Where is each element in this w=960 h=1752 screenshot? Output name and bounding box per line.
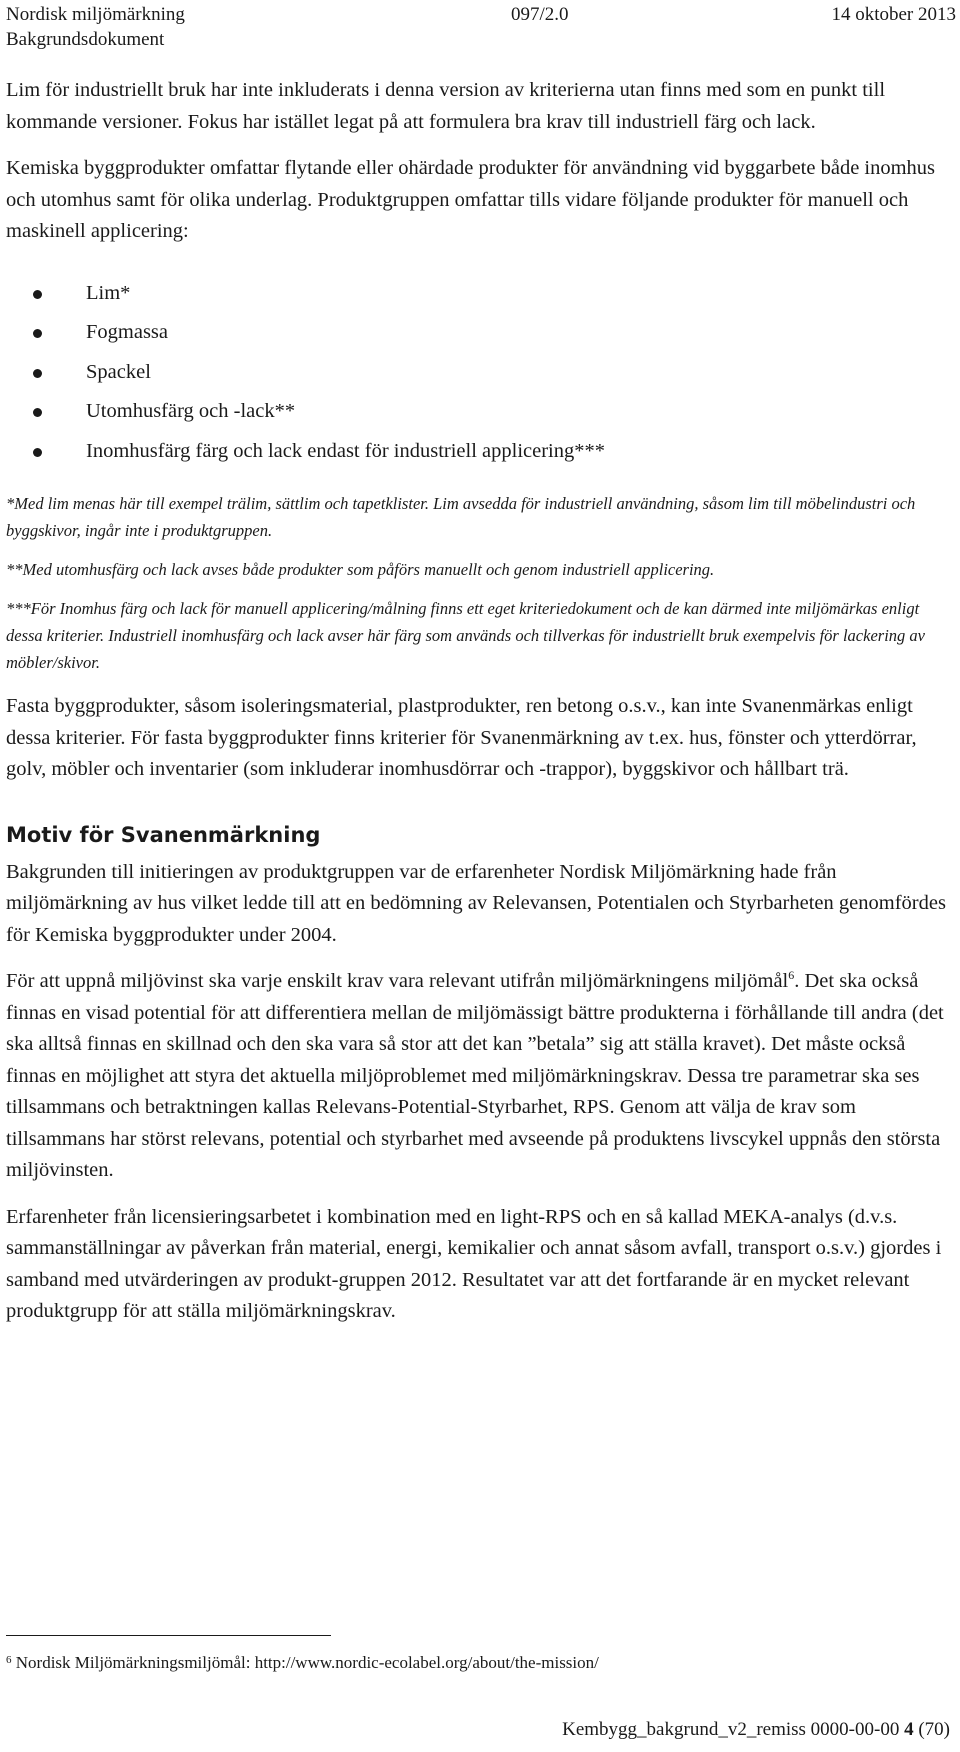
- paragraph-experience: Erfarenheter från licensieringsarbetet i kombination med en light-RPS och en så kallad MEKA-analys (d.v.s. sammanställningar av påverkan från material, energi, kemikalier och annat såsom avfall, transport o.s.v.) gjordes i samband med utvärderingen av produkt-gruppen 2012. Resultatet var att det fortfarande är en mycket relevant produktgrupp för att ställa miljömärkningskrav.: [6, 1205, 942, 1322]
- bullet-icon: [33, 408, 42, 417]
- paragraph-scope: Kemiska byggprodukter omfattar flytande eller ohärdade produkter för användning vid byggarbete både inomhus och utomhus samt för olika underlag. Produktgruppen omfattar tills vidare följande produkter för manuell och maskinell applicering:: [6, 157, 936, 242]
- bullet-icon: [33, 290, 42, 299]
- paragraph-rps: För att uppnå miljövinst ska varje enskilt krav vara relevant utifrån miljömärkningens miljömål$^6$. Det ska också finnas en visad potential för att differentiera mellan de miljömässigt bättre produkterna i förhållande till andra (det ska alltså finnas en skillnad och den ska vara så stor att det kan ”betala” sig att ställa kravet). Det måste också finnas en möjlighet att styra det aktuella miljöproblemet med miljömärkningskrav. Dessa tre parametrar ska ses tillsammans och betraktningen kallas Relevans-Potential-Styrbarhet, RPS. Genom att välja de krav som tillsammans har störst relevans, potential och styrbarhet med avseende på produktens livscykel uppnås den största miljövinsten.: [6, 968, 944, 1181]
- list-item: Utomhusfärg och -lack**: [6, 392, 956, 432]
- header-org: Nordisk miljömärkning: [6, 4, 185, 25]
- page-header: [6, 2, 956, 54]
- footnote: [6, 1652, 599, 1674]
- footnote-text: Nordisk Miljömärkningsmiljömål: http://www.nordic-ecolabel.org/about/the-mission/: [15, 1653, 599, 1672]
- section-heading: Motiv för Svanenmärkning: [6, 822, 321, 847]
- list-item: Fogmassa: [6, 313, 956, 353]
- bullet-icon: [33, 369, 42, 378]
- footnote-number: 6: [6, 1654, 12, 1666]
- list-item: Inomhusfärg färg och lack endast för industriell applicering***: [6, 432, 956, 472]
- bullet-icon: [33, 329, 42, 338]
- notes-block: [6, 490, 956, 676]
- paragraph-background: Bakgrunden till initieringen av produktgruppen var de erfarenheter Nordisk Miljömärkning hade från miljömärkning av hus vilket ledde till att en bedömning av Relevansen, Potentialen och Styrbarheten genomfördes för Kemiska byggprodukter under 2004.: [6, 860, 946, 946]
- note-indoor-paint: ***För Inomhus färg och lack för manuell applicering/målning finns ett eget kriteriedokument och de kan därmed inte miljömärkas enligt dessa kriterier. Industriell inomhusfärg och lack avser här färg som används och tillverkas för industriellt bruk exempelvis för lackering av möbler/skivor.: [6, 599, 925, 672]
- note-glue: *Med lim menas här till exempel trälim, sättlim och tapetklister. Lim avsedda för industriell användning, såsom lim till möbelindustri och byggskivor, ingår inte i produktgruppen.: [6, 494, 916, 540]
- list-item: Lim*: [6, 274, 956, 314]
- list-item: Spackel: [6, 353, 956, 393]
- header-date: 14 oktober 2013: [831, 4, 956, 25]
- header-doc-type: Bakgrundsdokument: [6, 29, 165, 50]
- product-list: [6, 274, 956, 472]
- footnote-divider: [6, 1635, 331, 1636]
- document-body: [6, 75, 956, 1328]
- footer-page-number: 4: [904, 1719, 914, 1740]
- header-version: 097/2.0: [511, 4, 569, 25]
- paragraph-solid-products: Fasta byggprodukter, såsom isoleringsmaterial, plastprodukter, ren betong o.s.v., kan inte Svanenmärkas enligt dessa kriterier. För fasta byggprodukter finns kriterier för Svanenmärkning av t.ex. hus, fönster och ytterdörrar, golv, möbler och inventarier (som inkluderar inomhusdörrar och -trappor), byggskivor och hållbart trä.: [6, 695, 917, 780]
- paragraph-industrial-glue: Lim för industriellt bruk har inte inkluderats i denna version av kriterierna utan finns med som en punkt till kommande versioner. Fokus har istället legat på att formulera bra krav till industriell färg och lack.: [6, 79, 886, 133]
- footnote-ref[interactable]: 6: [788, 968, 795, 982]
- page-footer: [562, 1718, 950, 1742]
- footer-doc-id: Kembygg_bakgrund_v2_remiss 0000-00-00: [562, 1719, 900, 1740]
- bullet-icon: [33, 448, 42, 457]
- footer-page-total: (70): [918, 1719, 950, 1740]
- note-outdoor-paint: **Med utomhusfärg och lack avses både produkter som påförs manuellt och genom industriell applicering.: [6, 560, 715, 579]
